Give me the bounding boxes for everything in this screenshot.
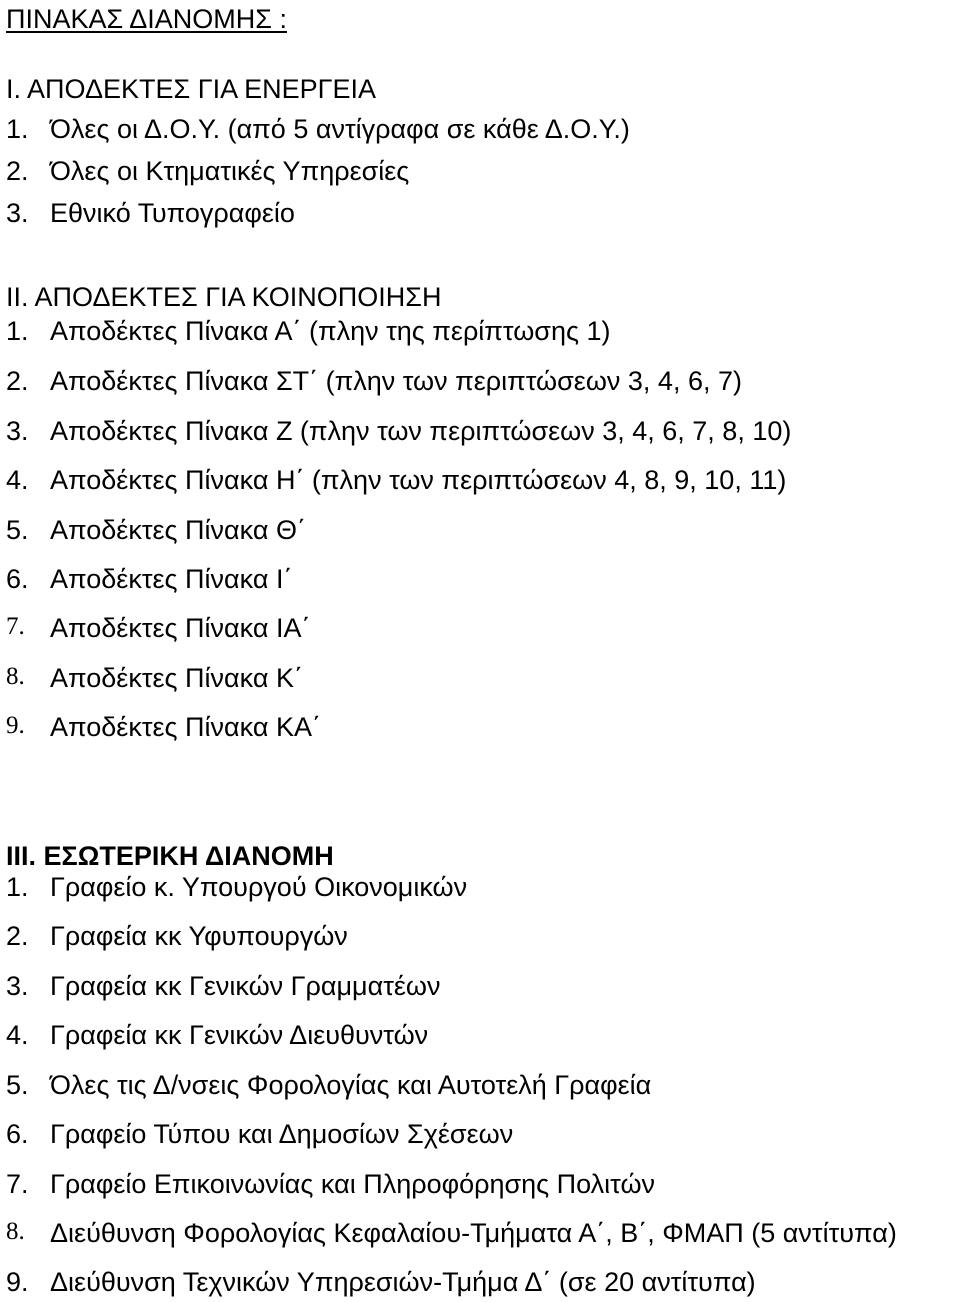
item-number: 8. [6,663,25,690]
item-text: Γραφείο Τύπου και Δημοσίων Σχέσεων [50,1119,514,1149]
item-text: Όλες τις Δ/νσεις Φορολογίας και Αυτοτελή Γραφεία [50,1070,652,1100]
item-number: 2. [6,921,29,951]
section-1-heading: Ι. ΑΠΟΔΕΚΤΕΣ ΓΙΑ ΕΝΕΡΓΕΙΑ [6,74,377,104]
item-text: Αποδέκτες Πίνακα Η΄ (πλην των περιπτώσεων 4, 8, 9, 10, 11) [50,465,787,495]
list-item [6,114,630,145]
item-number: 2. [6,366,29,396]
page-title: ΠΙΝΑΚΑΣ ΔΙΑΝΟΜΗΣ : [6,4,287,34]
list-item [6,1070,651,1101]
section-2-heading: ΙΙ. ΑΠΟΔΕΚΤΕΣ ΓΙΑ ΚΟΙΝΟΠΟΙΗΣΗ [6,282,442,312]
list-item [6,1218,897,1249]
item-text: Αποδέκτες Πίνακα Θ΄ [50,515,306,545]
item-text: Αποδέκτες Πίνακα ΣΤ΄ (πλην των περιπτώσεων 3, 4, 6, 7) [50,366,742,396]
item-number: 8. [6,1218,25,1245]
list-item [6,712,321,743]
item-number: 1. [6,872,29,902]
item-text: Γραφεία κκ Γενικών Γραμματέων [50,971,441,1001]
section-3-heading: ΙΙΙ. ΕΣΩΤΕΡΙΚΗ ΔΙΑΝΟΜΗ [6,841,334,871]
list-item [6,1169,655,1200]
list-item [6,1267,756,1298]
item-number: 5. [6,515,29,545]
item-text: Εθνικό Τυπογραφείο [50,198,295,228]
item-text: Αποδέκτες Πίνακα ΚΑ΄ [50,712,321,742]
item-number: 3. [6,971,29,1001]
item-text: Αποδέκτες Πίνακα Ζ (πλην των περιπτώσεων 3, 4, 6, 7, 8, 10) [50,416,792,446]
item-number: 1. [6,316,29,346]
list-item [6,1020,428,1051]
item-number: 6. [6,1119,29,1149]
item-number: 6. [6,564,29,594]
list-item [6,663,303,694]
item-number: 5. [6,1070,29,1100]
item-text: Γραφείο κ. Υπουργού Οικονομικών [50,872,468,902]
item-number: 3. [6,198,29,228]
list-item [6,515,306,546]
item-text: Γραφεία κκ Γενικών Διευθυντών [50,1020,429,1050]
item-text: Αποδέκτες Πίνακα Ι΄ [50,564,293,594]
item-number: 9. [6,712,25,739]
list-item [6,416,791,447]
list-item [6,1119,513,1150]
item-number: 3. [6,416,29,446]
list-item [6,872,467,903]
item-text: Γραφείο Επικοινωνίας και Πληροφόρησης Πολιτών [50,1169,656,1199]
list-item [6,465,786,496]
list-item [6,156,409,187]
item-text: Διεύθυνση Φορολογίας Κεφαλαίου-Τμήματα Α΄, Β΄, ΦΜΑΠ (5 αντίτυπα) [50,1218,897,1248]
item-number: 2. [6,156,29,186]
item-text: Αποδέκτες Πίνακα Κ΄ [50,663,303,693]
item-text: Όλες οι Κτηματικές Υπηρεσίες [50,156,410,186]
list-item [6,564,292,595]
list-item [6,921,348,952]
list-item [6,316,611,347]
item-number: 7. [6,1169,29,1199]
list-item [6,613,310,644]
item-text: Γραφεία κκ Υφυπουργών [50,921,348,951]
item-text: Αποδέκτες Πίνακα ΙΑ΄ [50,613,311,643]
item-number: 9. [6,1267,29,1297]
item-text: Όλες οι Δ.Ο.Υ. (από 5 αντίγραφα σε κάθε Δ.Ο.Υ.) [50,114,630,144]
item-number: 7. [6,613,25,640]
item-number: 1. [6,114,29,144]
item-number: 4. [6,465,29,495]
list-item [6,198,295,229]
item-number: 4. [6,1020,29,1050]
list-item [6,971,441,1002]
item-text: Αποδέκτες Πίνακα Α΄ (πλην της περίπτωσης 1) [50,316,611,346]
list-item [6,366,742,397]
item-text: Διεύθυνση Τεχνικών Υπηρεσιών-Τμήμα Δ΄ (σε 20 αντίτυπα) [50,1267,756,1297]
